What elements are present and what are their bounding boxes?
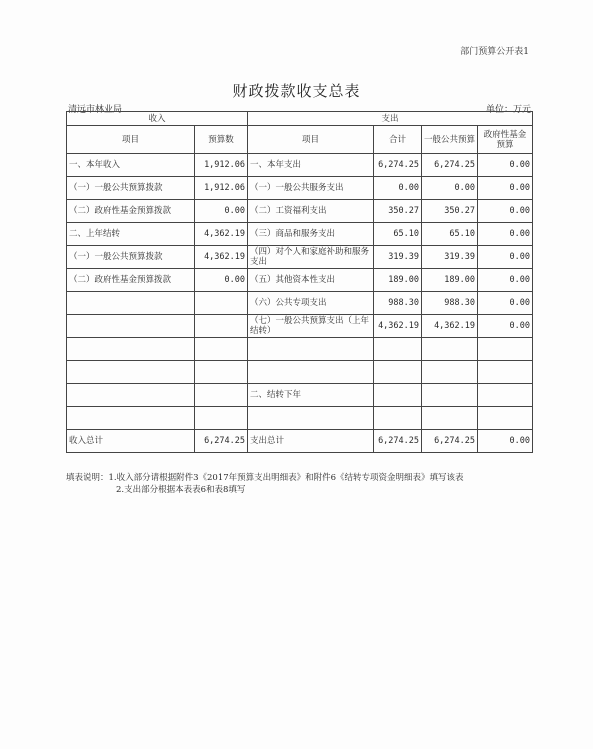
expense-item-cell — [248, 338, 374, 361]
expense-fund-cell: 0.00 — [478, 269, 533, 292]
expense-general-cell: 0.00 — [422, 177, 478, 200]
income-value-cell — [195, 338, 248, 361]
expense-general-cell: 350.27 — [422, 200, 478, 223]
expense-fund-cell — [478, 361, 533, 384]
expense-item-cell: （五）其他资本性支出 — [248, 269, 374, 292]
income-value-cell: 0.00 — [195, 200, 248, 223]
expense-general-cell — [422, 338, 478, 361]
income-item-cell — [67, 384, 195, 407]
expense-general-cell: 6,274.25 — [422, 154, 478, 177]
expense-total-cell: 350.27 — [374, 200, 422, 223]
note-line-2: 2.支出部分根据本表表6和表8填写 — [116, 485, 246, 495]
table-row — [67, 407, 533, 430]
expense-item-cell — [248, 361, 374, 384]
expense-general-cell — [422, 384, 478, 407]
expense-total-cell — [374, 384, 422, 407]
table-body — [67, 154, 533, 430]
notes — [66, 472, 464, 496]
column-header-row — [67, 126, 533, 154]
expense-item-cell: （六）公共专项支出 — [248, 292, 374, 315]
table-row — [67, 361, 533, 384]
expense-fund-cell: 0.00 — [478, 223, 533, 246]
income-item-cell: （一）一般公共预算拨款 — [67, 177, 195, 200]
expense-fund-cell — [478, 338, 533, 361]
expense-general-cell: 319.39 — [422, 246, 478, 269]
total-out-item: 支出总计 — [248, 430, 374, 453]
expense-general-cell: 4,362.19 — [422, 315, 478, 338]
total-general: 6,274.25 — [422, 430, 478, 453]
income-value-cell: 4,362.19 — [195, 246, 248, 269]
income-item-cell: （二）政府性基金预算拨款 — [67, 200, 195, 223]
expense-general-cell: 65.10 — [422, 223, 478, 246]
income-value-cell: 1,912.06 — [195, 177, 248, 200]
expense-item-cell: （四）对个人和家庭补助和服务支出 — [248, 246, 374, 269]
col-header-total: 合计 — [374, 126, 422, 154]
income-item-cell — [67, 292, 195, 315]
expense-fund-cell: 0.00 — [478, 154, 533, 177]
expense-fund-cell: 0.00 — [478, 292, 533, 315]
income-item-cell: 二、上年结转 — [67, 223, 195, 246]
total-in-item: 收入总计 — [67, 430, 195, 453]
income-item-cell — [67, 338, 195, 361]
col-header-item: 项目 — [67, 126, 195, 154]
expense-total-cell — [374, 338, 422, 361]
table-row — [67, 154, 533, 177]
income-item-cell: （一）一般公共预算拨款 — [67, 246, 195, 269]
page-title: 财政拨款收支总表 — [232, 82, 361, 100]
total-row — [67, 430, 533, 453]
section-header-row — [67, 112, 533, 126]
unit-label: 单位：万元 — [485, 105, 531, 115]
expense-total-cell: 4,362.19 — [374, 315, 422, 338]
income-value-cell — [195, 407, 248, 430]
col-header-item2: 项目 — [248, 126, 374, 154]
expense-item-cell: 二、结转下年 — [248, 384, 374, 407]
income-value-cell: 0.00 — [195, 269, 248, 292]
income-value-cell — [195, 292, 248, 315]
total-fund: 0.00 — [478, 430, 533, 453]
expense-total-cell: 319.39 — [374, 246, 422, 269]
expense-item-cell: （二）工资福利支出 — [248, 200, 374, 223]
table-row — [67, 384, 533, 407]
table-row — [67, 269, 533, 292]
income-item-cell: （二）政府性基金预算拨款 — [67, 269, 195, 292]
table-row — [67, 292, 533, 315]
expense-total-cell: 988.30 — [374, 292, 422, 315]
expense-total-cell: 6,274.25 — [374, 154, 422, 177]
table-row — [67, 177, 533, 200]
table-row — [67, 246, 533, 269]
section-income: 收入 — [67, 112, 248, 126]
expense-fund-cell: 0.00 — [478, 177, 533, 200]
expense-item-cell: （七）一般公共预算支出（上年结转） — [248, 315, 374, 338]
expense-fund-cell: 0.00 — [478, 315, 533, 338]
income-value-cell — [195, 384, 248, 407]
income-value-cell: 4,362.19 — [195, 223, 248, 246]
table-row — [67, 315, 533, 338]
total-in-val: 6,274.25 — [195, 430, 248, 453]
expense-fund-cell — [478, 384, 533, 407]
table-row — [67, 223, 533, 246]
col-header-general: 一般公共预算 — [422, 126, 478, 154]
income-value-cell — [195, 361, 248, 384]
expense-total-cell: 189.00 — [374, 269, 422, 292]
col-header-budget: 预算数 — [195, 126, 248, 154]
table-row — [67, 200, 533, 223]
expense-general-cell — [422, 361, 478, 384]
budget-table — [66, 111, 533, 453]
income-value-cell — [195, 315, 248, 338]
unit-name: 清远市林业局 — [68, 105, 123, 115]
income-item-cell — [67, 407, 195, 430]
expense-total-cell: 65.10 — [374, 223, 422, 246]
expense-fund-cell — [478, 407, 533, 430]
income-item-cell — [67, 361, 195, 384]
expense-fund-cell: 0.00 — [478, 246, 533, 269]
expense-total-cell — [374, 361, 422, 384]
form-code: 部门预算公开表1 — [460, 47, 529, 57]
table-row — [67, 338, 533, 361]
expense-general-cell: 988.30 — [422, 292, 478, 315]
expense-item-cell — [248, 407, 374, 430]
expense-item-cell: （一）一般公共服务支出 — [248, 177, 374, 200]
income-item-cell: 一、本年收入 — [67, 154, 195, 177]
income-value-cell: 1,912.06 — [195, 154, 248, 177]
expense-fund-cell: 0.00 — [478, 200, 533, 223]
expense-general-cell — [422, 407, 478, 430]
expense-general-cell: 189.00 — [422, 269, 478, 292]
col-header-fund: 政府性基金预算 — [478, 126, 533, 154]
expense-item-cell: （三）商品和服务支出 — [248, 223, 374, 246]
total-total: 6,274.25 — [374, 430, 422, 453]
note-line-1: 填表说明：1.收入部分请根据附件3《2017年预算支出明细表》和附件6《结转专项资金明细表》填写该表 — [66, 473, 464, 483]
income-item-cell — [67, 315, 195, 338]
expense-total-cell: 0.00 — [374, 177, 422, 200]
expense-item-cell: 一、本年支出 — [248, 154, 374, 177]
expense-total-cell — [374, 407, 422, 430]
section-expense: 支出 — [248, 112, 533, 126]
